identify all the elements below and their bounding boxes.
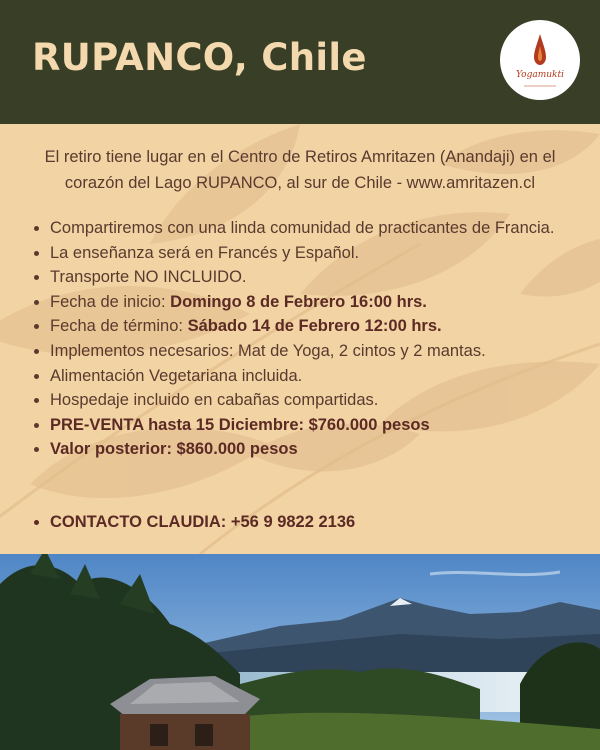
detail-text: Alimentación Vegetariana incluida. [50, 366, 303, 385]
detail-text: Implementos necesarios: Mat de Yoga, 2 cintos y 2 mantas. [50, 341, 486, 360]
contact-list [34, 510, 590, 534]
details-list [34, 216, 590, 462]
detail-text: La enseñanza será en Francés y Español. [50, 243, 360, 262]
detail-item [50, 216, 590, 241]
detail-item [50, 388, 590, 413]
later-price: Valor posterior: $860.000 pesos [50, 440, 298, 459]
contact-item: • CONTACTO CLAUDIA: +56 9 9822 2136 [50, 510, 590, 534]
detail-item [50, 290, 590, 315]
detail-text: Transporte NO INCLUIDO. [50, 268, 247, 287]
yogamukti-logo [500, 20, 580, 100]
detail-item [50, 314, 590, 339]
header-banner [0, 0, 600, 124]
detail-item [50, 241, 590, 266]
lake-landscape-illustration [0, 554, 600, 750]
start-date: Domingo 8 de Febrero 16:00 hrs. [170, 292, 427, 311]
content-panel [0, 124, 600, 554]
detail-item [50, 265, 590, 290]
page-title: RUPANCO, Chile [32, 36, 367, 79]
detail-item [50, 339, 590, 364]
lake-landscape-photo [0, 554, 600, 750]
detail-item [50, 437, 590, 462]
presale-price: PRE-VENTA hasta 15 Diciembre: $760.000 pesos [50, 415, 430, 434]
detail-text: Hospedaje incluido en cabañas compartidas. [50, 391, 379, 410]
logo-text: Yogamukti [516, 70, 564, 80]
drop-flame-icon [500, 20, 580, 100]
detail-text: Compartiremos con una linda comunidad de practicantes de Francia. [50, 219, 555, 237]
detail-item [50, 413, 590, 438]
intro-text: El retiro tiene lugar en el Centro de Retiros Amritazen (Anandaji) en el corazón del Lago RUPANCO, al sur de Chile - www.amritazen.cl [44, 148, 556, 192]
detail-label: Fecha de inicio: [50, 292, 171, 311]
detail-label: Fecha de término: [50, 317, 188, 336]
end-date: Sábado 14 de Febrero 12:00 hrs. [187, 317, 442, 336]
detail-item [50, 364, 590, 389]
